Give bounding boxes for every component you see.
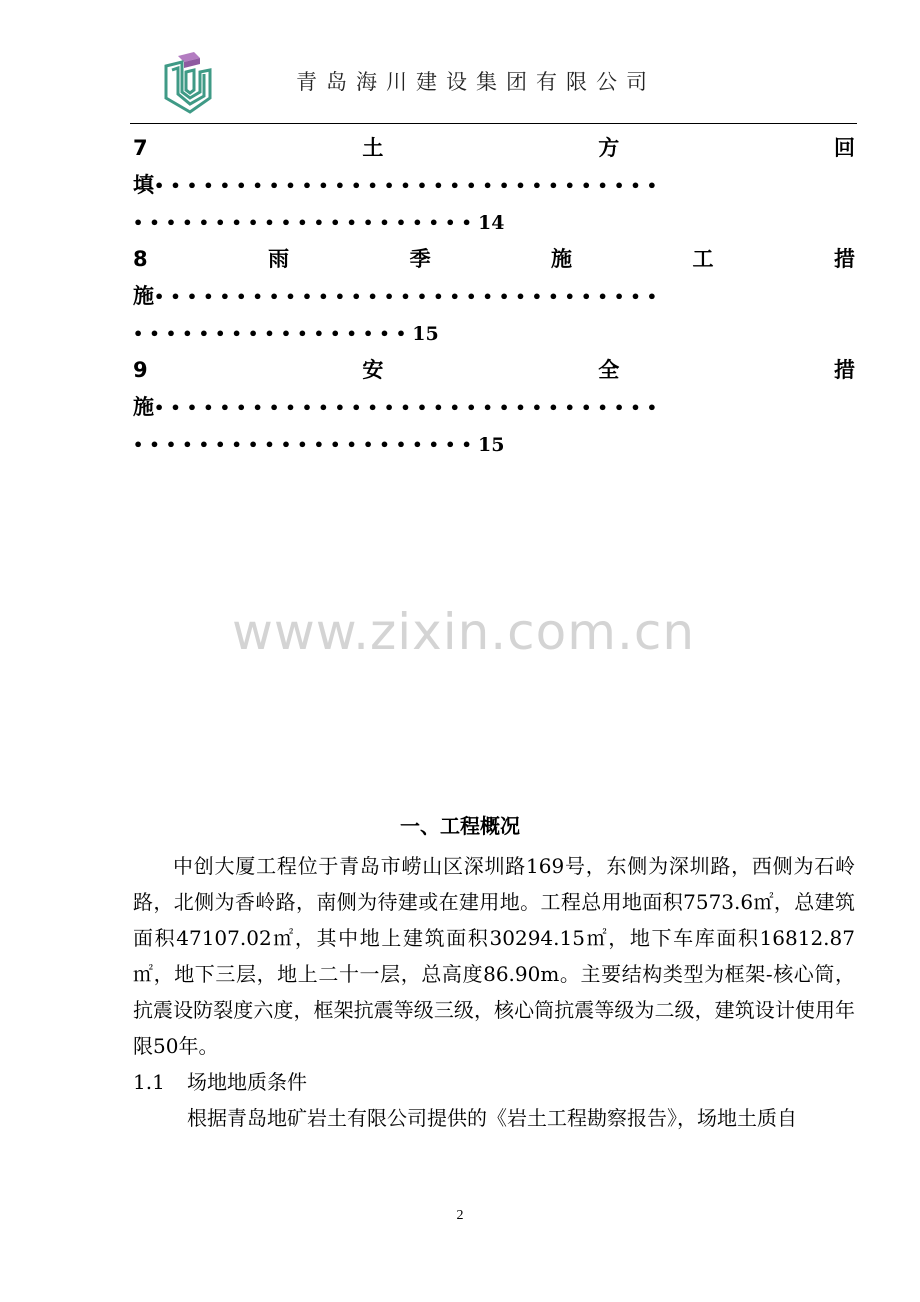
- toc-leader-dots: •••••••••••••••••••••: [133, 213, 478, 233]
- toc-title-char: 季: [409, 247, 431, 271]
- page-number: 2: [456, 1208, 464, 1223]
- section-body: [133, 848, 855, 1136]
- toc-number: 7: [133, 136, 148, 160]
- toc-leader-dots: •••••••••••••••••••••••••••••••: [154, 287, 664, 307]
- toc-title-char: 施: [133, 284, 154, 308]
- section-title: 一、工程概况: [400, 814, 520, 838]
- company-logo-icon: [160, 52, 216, 114]
- toc-title-char: 安: [362, 358, 384, 382]
- subsection-number: 1.1: [133, 1070, 165, 1094]
- toc-leader-dots: •••••••••••••••••••••••••••••••: [154, 176, 664, 196]
- toc-page-number: 14: [477, 212, 505, 234]
- subsection-title: 场地地质条件: [187, 1070, 307, 1094]
- toc-number: 8: [133, 247, 148, 271]
- toc-entry-8[interactable]: [133, 241, 855, 352]
- toc-title-char: 填: [133, 173, 154, 197]
- toc-page-number: 15: [477, 434, 505, 456]
- toc-title-char: 施: [133, 395, 154, 419]
- company-name: 青岛海川建设集团有限公司: [296, 70, 656, 94]
- toc-leader-dots: •••••••••••••••••: [133, 324, 413, 344]
- toc-number: 9: [133, 358, 148, 382]
- toc-title-char: 雨: [268, 247, 290, 271]
- toc-title-char: 施: [551, 247, 573, 271]
- overview-paragraph: 中创大厦工程位于青岛市崂山区深圳路169号，东侧为深圳路，西侧为石岭路，北侧为香岭路，南侧为待建或在建用地。工程总用地面积7573.6㎡，总建筑面积47107.02㎡，其中地上建筑面积30294.15㎡，地下车库面积16812.87㎡，地下三层，地上二十一层，总高度86.90m。主要结构类型为框架-核心筒，抗震设防裂度六度，框架抗震等级三级，核心筒抗震等级为二级，建筑设计使用年限50年。: [133, 854, 855, 1058]
- toc-title-char: 土: [362, 136, 384, 160]
- subsection-heading: [133, 1064, 855, 1100]
- header-divider: [130, 123, 857, 124]
- toc-entry-7[interactable]: [133, 130, 855, 241]
- toc-leader-dots: •••••••••••••••••••••: [133, 435, 478, 455]
- table-of-contents: [133, 130, 855, 463]
- toc-title-char: 方: [598, 136, 620, 160]
- toc-leader-dots: •••••••••••••••••••••••••••••••: [154, 398, 664, 418]
- watermark: www.zixin.com.cn: [232, 603, 696, 661]
- toc-title-char: 工: [692, 247, 714, 271]
- toc-entry-9[interactable]: [133, 352, 855, 463]
- subsection-paragraph: 根据青岛地矿岩土有限公司提供的《岩土工程勘察报告》，场地土质自: [187, 1106, 797, 1130]
- toc-title-char: 措: [833, 358, 855, 382]
- toc-title-char: 回: [833, 136, 855, 160]
- toc-page-number: 15: [412, 323, 439, 345]
- page-header: [0, 0, 920, 126]
- toc-title-char: 全: [598, 358, 620, 382]
- toc-title-char: 措: [833, 247, 855, 271]
